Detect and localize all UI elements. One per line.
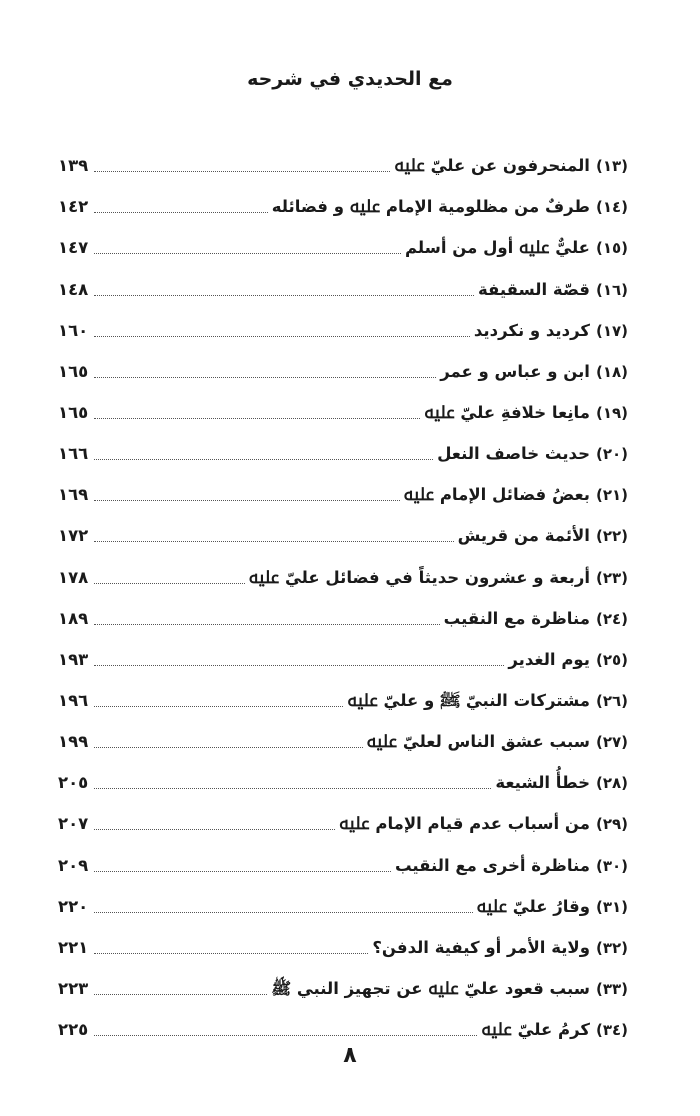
dot-leader (94, 295, 474, 296)
toc-entry-text: عليٌّ ﷷ أول من أسلم (404, 238, 590, 258)
toc-entry-text: ولاية الأمر أو كيفية الدفن؟ (372, 937, 590, 957)
dot-leader (94, 747, 363, 748)
toc-entry-text: طرفٌ من مظلومية الإمام ﷷ و فضائله (271, 197, 590, 217)
toc-entry-number: (١٥) (595, 239, 628, 258)
toc-entry (0, 347, 700, 388)
dot-leader (94, 871, 391, 872)
toc-entry-text: وقارُ عليّ ﷷ (476, 896, 590, 916)
toc-entry-page: ٢٠٩ (58, 855, 89, 875)
toc-entry-page: ١٤٨ (58, 279, 89, 299)
toc-entry-text: كرديد و نكرديد (473, 320, 590, 340)
toc-entry-page: ١٩٩ (58, 732, 89, 752)
dot-leader (94, 829, 335, 830)
toc-entry-text: الأئمة من قريش (457, 526, 590, 546)
dot-leader (94, 788, 491, 789)
toc-entry (0, 594, 700, 635)
toc-entry-number: (٣٠) (595, 856, 628, 875)
toc-entry (0, 964, 700, 1005)
toc-entry-text: حديث خاصف النعل (437, 444, 590, 464)
dot-leader (94, 994, 267, 995)
toc-entry-text: مناظرة مع النقيب (443, 608, 590, 628)
toc-entry (0, 141, 700, 182)
toc-entry (0, 799, 700, 840)
toc-entry (0, 223, 700, 264)
toc-entry-page: ١٤٢ (58, 197, 89, 217)
toc-entry (0, 1005, 700, 1046)
toc-entry-number: (١٦) (595, 280, 628, 299)
toc-entry-number: (١٨) (595, 362, 628, 381)
dot-leader (94, 212, 268, 213)
toc-entry-page: ١٧٨ (58, 567, 89, 587)
toc-entry-text: المنحرفون عن عليّ ﷷ (394, 156, 590, 176)
dot-leader (94, 459, 433, 460)
dot-leader (94, 912, 473, 913)
toc-entry-title (437, 442, 628, 470)
toc-entry-title (495, 771, 628, 799)
dot-leader (94, 624, 440, 625)
toc-entry-title (249, 566, 628, 594)
toc-entry-text: يوم الغدير (508, 649, 590, 669)
dot-leader (94, 253, 401, 254)
toc-entry-text: بعضُ فضائل الإمام ﷷ (403, 485, 590, 505)
table-of-contents (0, 141, 700, 1046)
toc-entry-page: ١٨٩ (58, 608, 89, 628)
dot-leader (94, 336, 470, 337)
toc-entry (0, 882, 700, 923)
toc-entry-page: ١٤٧ (58, 238, 89, 258)
dot-leader (94, 377, 436, 378)
toc-entry-text: خطأُ الشيعة (495, 773, 590, 793)
toc-entry-page: ٢٠٧ (58, 814, 89, 834)
toc-entry-page: ١٦٠ (58, 320, 89, 340)
dot-leader (94, 706, 343, 707)
toc-entry-number: (١٧) (595, 321, 628, 340)
toc-entry (0, 758, 700, 799)
toc-entry (0, 306, 700, 347)
toc-entry-title (367, 730, 628, 758)
toc-entry-page: ١٦٥ (58, 402, 89, 422)
toc-entry (0, 511, 700, 552)
toc-entry-title (424, 401, 628, 429)
toc-entry-title (272, 195, 628, 223)
toc-entry-title (474, 319, 628, 347)
toc-entry-number: (٢٧) (595, 733, 628, 752)
toc-entry-title (477, 895, 628, 923)
toc-entry-text: سبب عشق الناس لعليّ ﷷ (366, 732, 590, 752)
toc-entry-page: ١٦٩ (58, 485, 89, 505)
dot-leader (94, 418, 420, 419)
toc-entry-page: ١٣٩ (58, 156, 89, 176)
toc-entry-title (478, 278, 628, 306)
dot-leader (94, 171, 390, 172)
toc-entry-title (444, 607, 628, 635)
toc-entry-page: ١٩٦ (58, 690, 89, 710)
toc-entry-number: (٣٤) (595, 1021, 628, 1040)
dot-leader (94, 541, 454, 542)
toc-entry (0, 676, 700, 717)
toc-entry-text: سبب قعود عليّ ﷷ عن تجهيز النبي ﷺ (271, 978, 590, 998)
toc-entry-number: (١٣) (595, 157, 628, 176)
toc-entry-number: (٣٣) (595, 979, 628, 998)
toc-entry-number: (١٤) (595, 198, 628, 217)
toc-entry-number: (٢٩) (595, 815, 628, 834)
toc-entry-title (458, 524, 628, 552)
toc-entry-number: (٣١) (595, 897, 628, 916)
toc-entry-page: ١٦٥ (58, 361, 89, 381)
toc-entry-page: ٢٢١ (58, 937, 89, 957)
toc-entry-text: من أسباب عدم قيام الإمام ﷷ (339, 814, 590, 834)
toc-entry-text: أربعة و عشرون حديثاً في فضائل عليّ ﷷ (248, 567, 590, 587)
toc-entry-text: مانِعا خلافةِ عليّ ﷷ (424, 402, 590, 422)
toc-entry-title (271, 977, 628, 1005)
toc-entry (0, 840, 700, 881)
dot-leader (94, 1035, 477, 1036)
toc-entry-number: (٢٢) (595, 527, 628, 546)
toc-entry-title (395, 854, 628, 882)
toc-entry-text: مشتركات النبيّ ﷺ و عليّ ﷷ (347, 690, 590, 710)
dot-leader (94, 953, 368, 954)
toc-entry-number: (٢١) (595, 486, 628, 505)
toc-entry-page: ٢٢٥ (58, 1020, 89, 1040)
toc-entry (0, 388, 700, 429)
toc-entry-page: ٢٠٥ (58, 773, 89, 793)
toc-entry (0, 717, 700, 758)
toc-entry (0, 429, 700, 470)
toc-entry-number: (٢٥) (595, 650, 628, 669)
toc-entry-number: (٣٢) (595, 938, 628, 957)
toc-entry (0, 264, 700, 305)
toc-entry-title (481, 1018, 628, 1046)
toc-entry-page: ٢٢٣ (58, 978, 89, 998)
running-header: مع الحديدي في شرحه (247, 68, 453, 90)
toc-entry-number: (٢٣) (595, 568, 628, 587)
toc-entry-title (394, 154, 628, 182)
toc-entry-title (372, 936, 628, 964)
toc-entry-text: ابن و عباس و عمر (440, 361, 590, 381)
page-number: ٨ (343, 1043, 357, 1068)
toc-entry (0, 552, 700, 593)
toc-entry-number: (١٩) (595, 403, 628, 422)
toc-entry (0, 635, 700, 676)
toc-entry-number: (٢٨) (595, 774, 628, 793)
toc-entry-title (347, 689, 628, 717)
toc-entry-page: ١٦٦ (58, 444, 89, 464)
toc-entry-title (339, 812, 628, 840)
toc-entry-number: (٢٦) (595, 691, 628, 710)
toc-entry-text: كرمُ عليّ ﷷ (481, 1020, 590, 1040)
toc-entry-page: ١٩٣ (58, 649, 89, 669)
dot-leader (94, 500, 400, 501)
toc-entry-title (404, 483, 628, 511)
toc-entry-page: ٢٢٠ (58, 896, 89, 916)
toc-entry-title (440, 360, 628, 388)
toc-entry-number: (٢٠) (595, 445, 628, 464)
toc-entry-number: (٢٤) (595, 609, 628, 628)
toc-entry-page: ١٧٢ (58, 526, 89, 546)
toc-entry (0, 182, 700, 223)
toc-entry-title (405, 236, 628, 264)
toc-entry-text: قصّة السقيفة (478, 279, 590, 299)
dot-leader (94, 583, 245, 584)
toc-entry (0, 923, 700, 964)
toc-entry-title (508, 648, 628, 676)
toc-entry (0, 470, 700, 511)
dot-leader (94, 665, 504, 666)
toc-entry-text: مناظرة أخرى مع النقيب (394, 855, 590, 875)
